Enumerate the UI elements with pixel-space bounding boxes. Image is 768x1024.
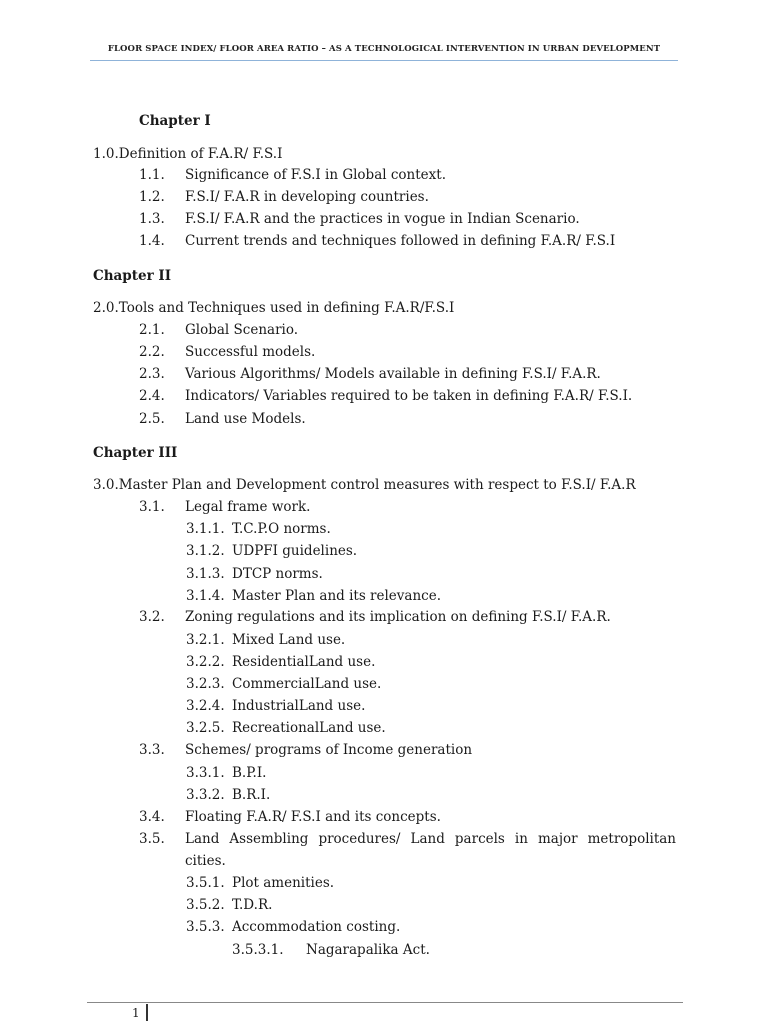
item-number: 3.5. <box>139 831 165 847</box>
item-text: DTCP norms. <box>232 566 323 582</box>
chapter-heading: Chapter II <box>93 268 172 284</box>
chapter-title: 1.0.Definition of F.A.R/ F.S.I <box>93 146 283 162</box>
item-text: Zoning regulations and its implication on defining F.S.I/ F.A.R. <box>185 609 611 625</box>
item-number: 3.3.2. <box>186 787 225 803</box>
item-number: 3.5.3.1. <box>232 942 284 958</box>
item-text: Successful models. <box>185 344 316 360</box>
item-text: T.C.P.O norms. <box>232 521 331 537</box>
item-number: 3.2.4. <box>186 698 225 714</box>
item-text: Plot amenities. <box>232 875 335 891</box>
item-text-continuation: cities. <box>185 853 226 869</box>
item-number: 3.1.3. <box>186 566 225 582</box>
item-number: 3.1.4. <box>186 588 225 604</box>
item-text: Master Plan and its relevance. <box>232 588 441 604</box>
item-text: B.R.I. <box>232 787 271 803</box>
item-text: CommercialLand use. <box>232 676 382 692</box>
item-text: Land Assembling procedures/ Land parcels in major metropolitan <box>185 831 676 847</box>
chapter-heading: Chapter III <box>93 445 178 461</box>
item-text: Schemes/ programs of Income generation <box>185 742 473 758</box>
chapter-title: 3.0.Master Plan and Development control measures with respect to F.S.I/ F.A.R <box>93 477 636 493</box>
item-text: Accommodation costing. <box>232 919 401 935</box>
item-number: 3.2.3. <box>186 676 225 692</box>
item-number: 3.1. <box>139 499 165 515</box>
item-number: 2.2. <box>139 344 165 360</box>
item-number: 1.4. <box>139 233 165 249</box>
item-number: 3.5.2. <box>186 897 225 913</box>
item-text: ResidentialLand use. <box>232 654 376 670</box>
item-text: Land use Models. <box>185 411 306 427</box>
item-text: F.S.I/ F.A.R in developing countries. <box>185 189 429 205</box>
chapter-title: 2.0.Tools and Techniques used in defining F.A.R/F.S.I <box>93 300 455 316</box>
item-number: 2.5. <box>139 411 165 427</box>
page-number: 1 <box>132 1006 140 1020</box>
item-text: Nagarapalika Act. <box>306 942 430 958</box>
item-text: Various Algorithms/ Models available in defining F.S.I/ F.A.R. <box>185 366 601 382</box>
item-text: UDPFI guidelines. <box>232 543 358 559</box>
item-number: 3.3.1. <box>186 765 225 781</box>
item-text: F.S.I/ F.A.R and the practices in vogue in Indian Scenario. <box>185 211 580 227</box>
chapter-heading: Chapter I <box>139 113 211 129</box>
item-number: 3.2. <box>139 609 165 625</box>
item-number: 3.5.1. <box>186 875 225 891</box>
item-text: Floating F.A.R/ F.S.I and its concepts. <box>185 809 441 825</box>
item-number: 3.2.5. <box>186 720 225 736</box>
item-number: 3.1.2. <box>186 543 225 559</box>
item-number: 2.3. <box>139 366 165 382</box>
item-number: 3.2.2. <box>186 654 225 670</box>
item-number: 3.5.3. <box>186 919 225 935</box>
item-text: RecreationalLand use. <box>232 720 386 736</box>
item-number: 2.4. <box>139 388 165 404</box>
item-text: IndustrialLand use. <box>232 698 366 714</box>
running-header: FLOOR SPACE INDEX/ FLOOR AREA RATIO – AS A TECHNOLOGICAL INTERVENTION IN URBAN DEVELOPMENT <box>107 44 661 54</box>
item-text: B.P.I. <box>232 765 267 781</box>
item-text: Significance of F.S.I in Global context. <box>185 167 446 183</box>
item-text: Global Scenario. <box>185 322 299 338</box>
item-number: 1.2. <box>139 189 165 205</box>
item-number: 3.1.1. <box>186 521 225 537</box>
item-text: Legal frame work. <box>185 499 311 515</box>
item-number: 3.2.1. <box>186 632 225 648</box>
item-number: 3.3. <box>139 742 165 758</box>
footer-rule <box>87 1002 683 1003</box>
item-text: Mixed Land use. <box>232 632 346 648</box>
item-number: 3.4. <box>139 809 165 825</box>
item-number: 2.1. <box>139 322 165 338</box>
item-text: Indicators/ Variables required to be taken in defining F.A.R/ F.S.I. <box>185 388 633 404</box>
footer-divider <box>146 1004 148 1021</box>
item-text: Current trends and techniques followed in defining F.A.R/ F.S.I <box>185 233 616 249</box>
item-number: 1.1. <box>139 167 165 183</box>
header-rule <box>90 60 678 61</box>
item-number: 1.3. <box>139 211 165 227</box>
item-text: T.D.R. <box>232 897 273 913</box>
